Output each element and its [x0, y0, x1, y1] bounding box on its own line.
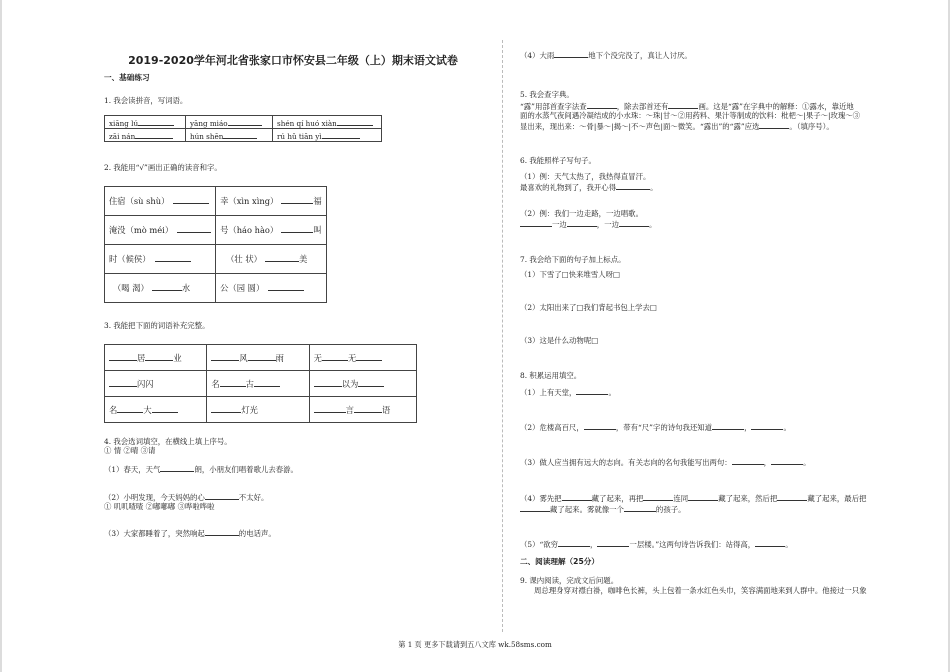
question-4-sentence-4: （4）大雨 地下个没完没了，真让人讨厌。 [520, 51, 692, 60]
pronunciation-cell[interactable]: 公（园 圆） [216, 273, 327, 302]
question-6-example-1: （1）例：天气太热了，我热得直冒汗。 [520, 171, 651, 181]
question-4-prompt: 4. 我会选词填空，在横线上填上序号。 [104, 436, 232, 446]
question-5-prompt: 5. 我会查字典。 [520, 90, 574, 100]
blank[interactable] [205, 527, 239, 536]
blank[interactable] [643, 492, 673, 501]
idiom-cell[interactable]: 闪闪 [105, 370, 207, 396]
table-row [105, 370, 417, 396]
question-8-item-2: （2）危楼高百尺， ，带有“尺”字的诗句我还知道 ， 。 [520, 423, 791, 432]
table-row [105, 396, 417, 422]
pinyin-table [104, 115, 382, 142]
pinyin-cell[interactable]: rú hǔ tiān yì [273, 129, 382, 142]
left-column [104, 54, 482, 538]
table-row [105, 244, 327, 273]
idiom-cell[interactable]: 言 语 [309, 396, 416, 422]
blank[interactable] [584, 421, 616, 430]
blank[interactable] [205, 491, 239, 500]
exam-title: 2019-2020学年河北省张家口市怀安县二年级（上）期末语文试卷 [128, 54, 458, 67]
reading-passage-line: 周总理身穿对襟白褂，咖啡色长裤，头上包着一条水红色头巾，笑容满面地来到人群中。他接过一只象 [534, 585, 867, 595]
idiom-cell[interactable]: 以为 [309, 370, 416, 396]
table-row [105, 116, 382, 129]
question-3-prompt: 3. 我能把下面的词语补充完整。 [104, 320, 210, 330]
question-9-prompt: 9. 课内阅读，完成文后问题。 [520, 575, 619, 585]
table-row [105, 344, 417, 370]
blank[interactable] [732, 456, 764, 465]
question-7-sentence-2: （2）太阳出来了□我们背起书包上学去□ [520, 303, 657, 312]
right-column [520, 49, 920, 595]
question-5-line-1: “露”用部首查字法查 ，除去部首还有 画。这是“露”在字典中的解释：①露水，靠近地 [520, 101, 854, 111]
question-7-sentence-3: （3）这是什么动物呢□ [520, 336, 599, 346]
question-6-example-2: （2）例：我们一边走路，一边唱歌。 [520, 209, 643, 218]
blank[interactable] [771, 456, 803, 465]
idiom-cell[interactable]: 无 无 [309, 344, 416, 370]
page-footer: 第 1 页 更多下载请到五八文库 wk.58sms.com [398, 640, 552, 649]
blank[interactable] [668, 100, 698, 109]
pronunciation-cell[interactable]: 幸（xìn xìng） 福 [216, 186, 327, 215]
question-4-options-1: ① 情 ②晴 ③请 [104, 446, 156, 456]
blank[interactable] [759, 120, 789, 129]
blank[interactable] [587, 100, 617, 109]
question-4-sentence-2: （2）小明发现，今天妈妈的心 不太好。 [104, 492, 269, 502]
blank[interactable] [712, 421, 744, 430]
column-divider [502, 40, 503, 632]
blank[interactable] [777, 492, 807, 501]
pinyin-cell[interactable]: yāng miáo [186, 116, 273, 129]
section-heading-basic: 一、基础练习 [104, 72, 150, 82]
idiom-cell[interactable]: 名 古 [207, 370, 309, 396]
blank[interactable] [520, 218, 552, 227]
question-8-item-4: （4）雾先把 藏了起来，再把 连同 藏了起来，然后把 藏了起来，最后把 [520, 493, 867, 503]
question-2-prompt: 2. 我能用“√”画出正确的读音和字。 [104, 163, 222, 173]
question-7-prompt: 7. 我会给下面的句子加上标点。 [520, 254, 626, 264]
question-6-answer-1: 最喜欢的礼物到了，我开心得 。 [520, 182, 658, 192]
question-7-sentence-1: （1）下雪了□快来堆雪人呀□ [520, 269, 620, 279]
question-8-prompt: 8. 积累运用填空。 [520, 370, 582, 380]
question-8-item-5: （5）“欲穷 ， 一层楼。”这两句诗告诉我们：站得高， 。 [520, 540, 793, 549]
blank[interactable] [160, 463, 194, 472]
idiom-table [104, 344, 417, 423]
blank[interactable] [554, 49, 588, 58]
question-8-item-4-cont: 藏了起来。雾就像一个 的孩子。 [520, 503, 920, 514]
question-4-options-2: ① 叽叽喳喳 ②嘟嘟嘟 ③哗啦哗啦 [104, 501, 215, 511]
blank[interactable] [688, 492, 718, 501]
pinyin-cell[interactable]: xiāng lú [105, 116, 186, 129]
table-row [105, 215, 327, 244]
question-6-answer-2: 一边 ，一边 。 [520, 218, 920, 229]
table-row [105, 273, 327, 302]
blank[interactable] [597, 538, 629, 547]
table-row [105, 129, 382, 142]
idiom-cell[interactable]: 风 雨 [207, 344, 309, 370]
pronunciation-cell[interactable]: 号（háo hào） 叫 [216, 215, 327, 244]
question-4-sentence-3: （3）大家都睡着了，突然响起 的电话声。 [104, 529, 276, 539]
idiom-cell[interactable]: 名 大 [105, 396, 207, 422]
table-row [105, 186, 327, 215]
pinyin-cell[interactable]: shén qí huó xiàn [273, 116, 382, 129]
blank[interactable] [567, 218, 597, 227]
blank[interactable] [619, 218, 649, 227]
blank[interactable] [520, 503, 550, 512]
blank[interactable] [624, 503, 656, 512]
blank[interactable] [562, 492, 592, 501]
question-5-line-2: 面的水蒸气夜间遇冷凝结成的小水珠：～珠|甘～②用药料、果汁等制成的饮料：枇杷～|果子～|玫瑰～③ [520, 110, 861, 120]
question-4-sentence-1: （1）春天，天气 朗，小朋友们唱着歌儿去春游。 [104, 465, 298, 475]
blank[interactable] [558, 538, 590, 547]
pronunciation-cell[interactable]: （壮 状） 美 [216, 244, 327, 273]
pronunciation-cell[interactable]: 住宿（sù shù） [105, 186, 216, 215]
pinyin-cell[interactable]: hún shēn [186, 129, 273, 142]
pinyin-cell[interactable]: zāi nán [105, 129, 186, 142]
blank[interactable] [616, 181, 650, 190]
idiom-cell[interactable]: 居 业 [105, 344, 207, 370]
pronunciation-cell[interactable]: 淹没（mò méi） [105, 215, 216, 244]
question-8-item-3: （3）做人应当拥有远大的志向。有关志向的名句我能写出两句： ， 。 [520, 458, 811, 468]
question-1-prompt: 1. 我会读拼音，写词语。 [104, 96, 188, 106]
question-6-prompt: 6. 我能照样子写句子。 [520, 156, 596, 166]
question-5-line-3: 显出来，现出来：～骨|暴～|揭～|不～声色|面～微笑。“露出”的“露”应选 。（填序号）。 [520, 122, 834, 131]
question-8-item-1: （1）上有天堂， 。 [520, 387, 616, 397]
pronunciation-cell[interactable]: 时（候侯） [105, 244, 216, 273]
blank[interactable] [576, 386, 608, 395]
pronunciation-cell[interactable]: （喝 渴） 水 [105, 273, 216, 302]
blank[interactable] [755, 538, 785, 547]
idiom-cell[interactable]: 灯光 [207, 396, 309, 422]
section-heading-reading: 二、阅读理解（25分） [520, 557, 599, 567]
page-edge-left [0, 0, 2, 672]
blank[interactable] [751, 421, 783, 430]
pronunciation-table [104, 186, 327, 303]
